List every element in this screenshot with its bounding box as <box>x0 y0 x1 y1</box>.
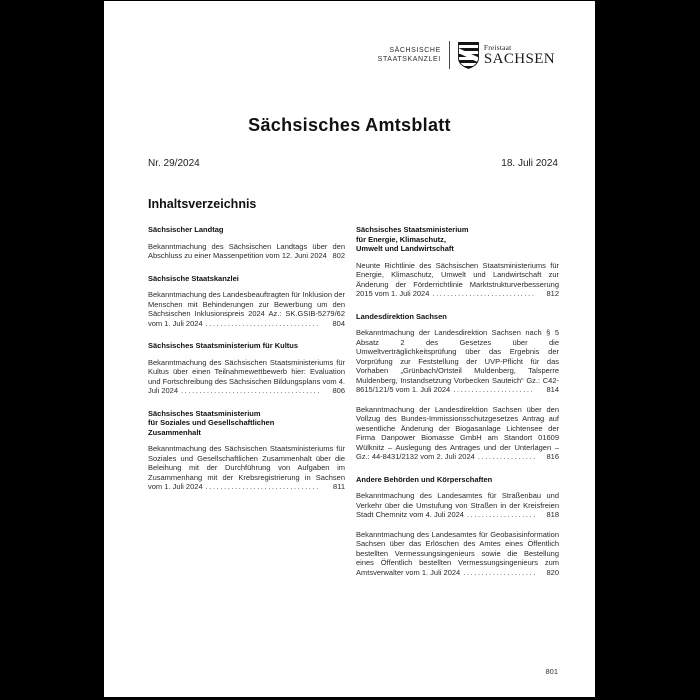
heading-line: für Soziales und Gesellschaftlichen <box>148 418 275 427</box>
toc-entry-page-number: 806 <box>332 386 345 395</box>
toc-section-heading <box>148 409 345 438</box>
toc-entry-text: Bekanntmachung des Landesbeauftragten für Inklusion der Menschen mit Behinderungen zur Bewerbung um den Sächsischen Inklusionspreis 2024 Az.: SK.GSIB-5279/62 vom 1. Juli 2024 <box>148 290 345 328</box>
toc-entry-page-number: 812 <box>546 289 559 298</box>
state-prefix-label: Freistaat <box>483 43 512 52</box>
publisher-logo <box>378 41 555 69</box>
toc-entry-page-number: 811 <box>333 482 345 491</box>
toc-section-heading <box>148 225 345 235</box>
heading-line: Sächsischer Landtag <box>148 225 224 234</box>
heading-line: Landesdirektion Sachsen <box>356 311 447 321</box>
toc-entry <box>356 405 559 462</box>
issue-number: Nr. 29/2024 <box>148 158 200 169</box>
agency-name-line1: SÄCHSISCHE <box>389 47 441 54</box>
footer-page-number: 801 <box>545 667 558 676</box>
toc-entry <box>356 491 559 520</box>
toc-section-heading <box>356 312 559 322</box>
toc-section-staatskanzlei <box>148 274 345 329</box>
heading-line: Sächsisches Staatsministerium <box>148 408 261 418</box>
toc-entry-text: Bekanntmachung der Landesdirektion Sachsen über den Vollzug des Bundes-Immissionsschutzgesetzes Antrag auf wesentliche Änderung der Biogasanlage Lichtensee der Firma Danpower Biomasse GmbH am Standort 01609 Wülknitz – Auslegung des Antrages und der Unterlagen – Gz.: 44-8431/2132 vom 2. Juli 2024 <box>356 404 559 461</box>
toc-entry <box>148 242 345 261</box>
heading-line: Umwelt und Landwirtschaft <box>356 244 454 253</box>
toc-entry <box>148 290 345 328</box>
toc-column-left <box>148 225 345 492</box>
toc-section-heading <box>356 475 559 485</box>
heading-line: für Energie, Klimaschutz, <box>356 234 447 244</box>
toc-entry-page-number: 820 <box>546 567 559 577</box>
toc-section-heading <box>148 341 345 351</box>
toc-entry-text: Bekanntmachung des Sächsischen Landtags über den Abschluss zu einer Massenpetition vom 12. Juni 2024 <box>148 241 345 260</box>
heading-line: Sächsische Staatskanzlei <box>148 273 239 283</box>
toc-entry-text: Bekanntmachung des Sächsischen Staatsministeriums für Soziales und Gesellschaftlichen Zusammenhalt über die Beleihung mit der Durchführung von Aufgaben im Zusammenhang mit der Krebsregistrierung in Sachsen vom 1. Juli 2024 <box>148 444 345 491</box>
toc-entry-page-number: 818 <box>546 510 559 519</box>
state-name-label: SACHSEN <box>483 51 555 67</box>
toc-section-soziales <box>148 409 345 492</box>
toc-entry-text: Bekanntmachung des Landesamtes für Geobasisinformation Sachsen über das Erlöschen des Amtes eines Öffentlich bestellten Vermessungsingenieurs sowie die Bestellung eines Öffentlich bestellten Vermessungsingenieurs zum Amtsverwalter vom 1. Juli 2024 <box>356 529 559 577</box>
issue-row <box>148 158 558 169</box>
toc-section-landtag <box>148 225 345 261</box>
dotted-leader: .................... <box>463 567 537 577</box>
dotted-leader: ............................... <box>205 318 320 328</box>
dotted-leader: ...................... <box>453 385 535 394</box>
issue-date: 18. Juli 2024 <box>501 158 558 169</box>
toc-entry-page-number: 816 <box>546 452 559 461</box>
dotted-leader: ............................ <box>432 289 536 298</box>
heading-line: Andere Behörden und Körperschaften <box>356 474 493 484</box>
toc-entry-page-number: 804 <box>332 318 345 328</box>
toc-section-landesdirektion <box>356 312 559 462</box>
logo-divider <box>449 41 450 69</box>
heading-line: Zusammenhalt <box>148 427 201 437</box>
toc-entry <box>148 358 345 396</box>
toc-section-heading <box>148 274 345 284</box>
toc-entry-text: Bekanntmachung des Landesamtes für Straßenbau und Verkehr über die Umstufung von Straßen in der Kreisfreien Stadt Chemnitz vom 4. Juli 2024 <box>356 491 559 519</box>
toc-entry-text: Neunte Richtlinie des Sächsischen Staatsministeriums für Energie, Klimaschutz, Umwelt und Landwirtschaft zur Änderung der Förderrichtlinie Marktstrukturverbesserung 2015 vom 1. Juli 2024 <box>356 260 559 298</box>
toc-section-andere-behoerden <box>356 475 559 578</box>
toc-entry-text: Bekanntmachung der Landesdirektion Sachsen nach § 5 Absatz 2 des Gesetzes über die Umweltverträglichkeitsprüfung über das Ergebnis der Vorprüfung zur Feststellung der UVP-Pflicht für das Vorhaben „Grünbach/Ortsteil Muldenberg, Talsperre Muldenberg, Instandsetzung Vorbecken Sauteich“ Gz.: C42-8615/121/5 vom 1. Juli 2024 <box>356 328 559 394</box>
dotted-leader: ................... <box>466 510 537 519</box>
saxony-coat-of-arms-icon <box>458 42 479 69</box>
heading-line: Sächsisches Staatsministerium <box>356 225 469 234</box>
toc-entry-text: Bekanntmachung des Sächsischen Staatsministeriums für Kultus über einen Teilnahmewettbewerb hier: Evaluation und Fortschreibung des Sächsischen Bildungsplans vom 4. Juli 2024 <box>148 357 345 395</box>
amtsblatt-page <box>104 0 595 697</box>
dotted-leader: ............................... <box>205 482 320 491</box>
toc-title: Inhaltsverzeichnis <box>148 197 257 211</box>
page-title: Sächsisches Amtsblatt <box>248 115 451 135</box>
heading-line: Sächsisches Staatsministerium für Kultus <box>148 341 299 350</box>
toc-entry <box>356 261 559 299</box>
toc-section-energie <box>356 225 559 299</box>
toc-entry <box>356 530 559 578</box>
toc-section-heading <box>356 225 559 254</box>
toc-entry <box>356 328 559 395</box>
state-wordmark <box>484 44 555 66</box>
toc-entry <box>148 444 345 492</box>
dotted-leader: ................ <box>477 452 537 461</box>
dotted-leader: ...................................... <box>181 386 322 395</box>
toc-column-right <box>356 225 559 577</box>
toc-section-kultus <box>148 341 345 396</box>
agency-name <box>378 46 441 64</box>
toc-entry-page-number: 802 <box>332 251 345 260</box>
agency-name-line2: STAATSKANZLEI <box>377 56 441 63</box>
toc-entry-page-number: 814 <box>546 385 559 394</box>
